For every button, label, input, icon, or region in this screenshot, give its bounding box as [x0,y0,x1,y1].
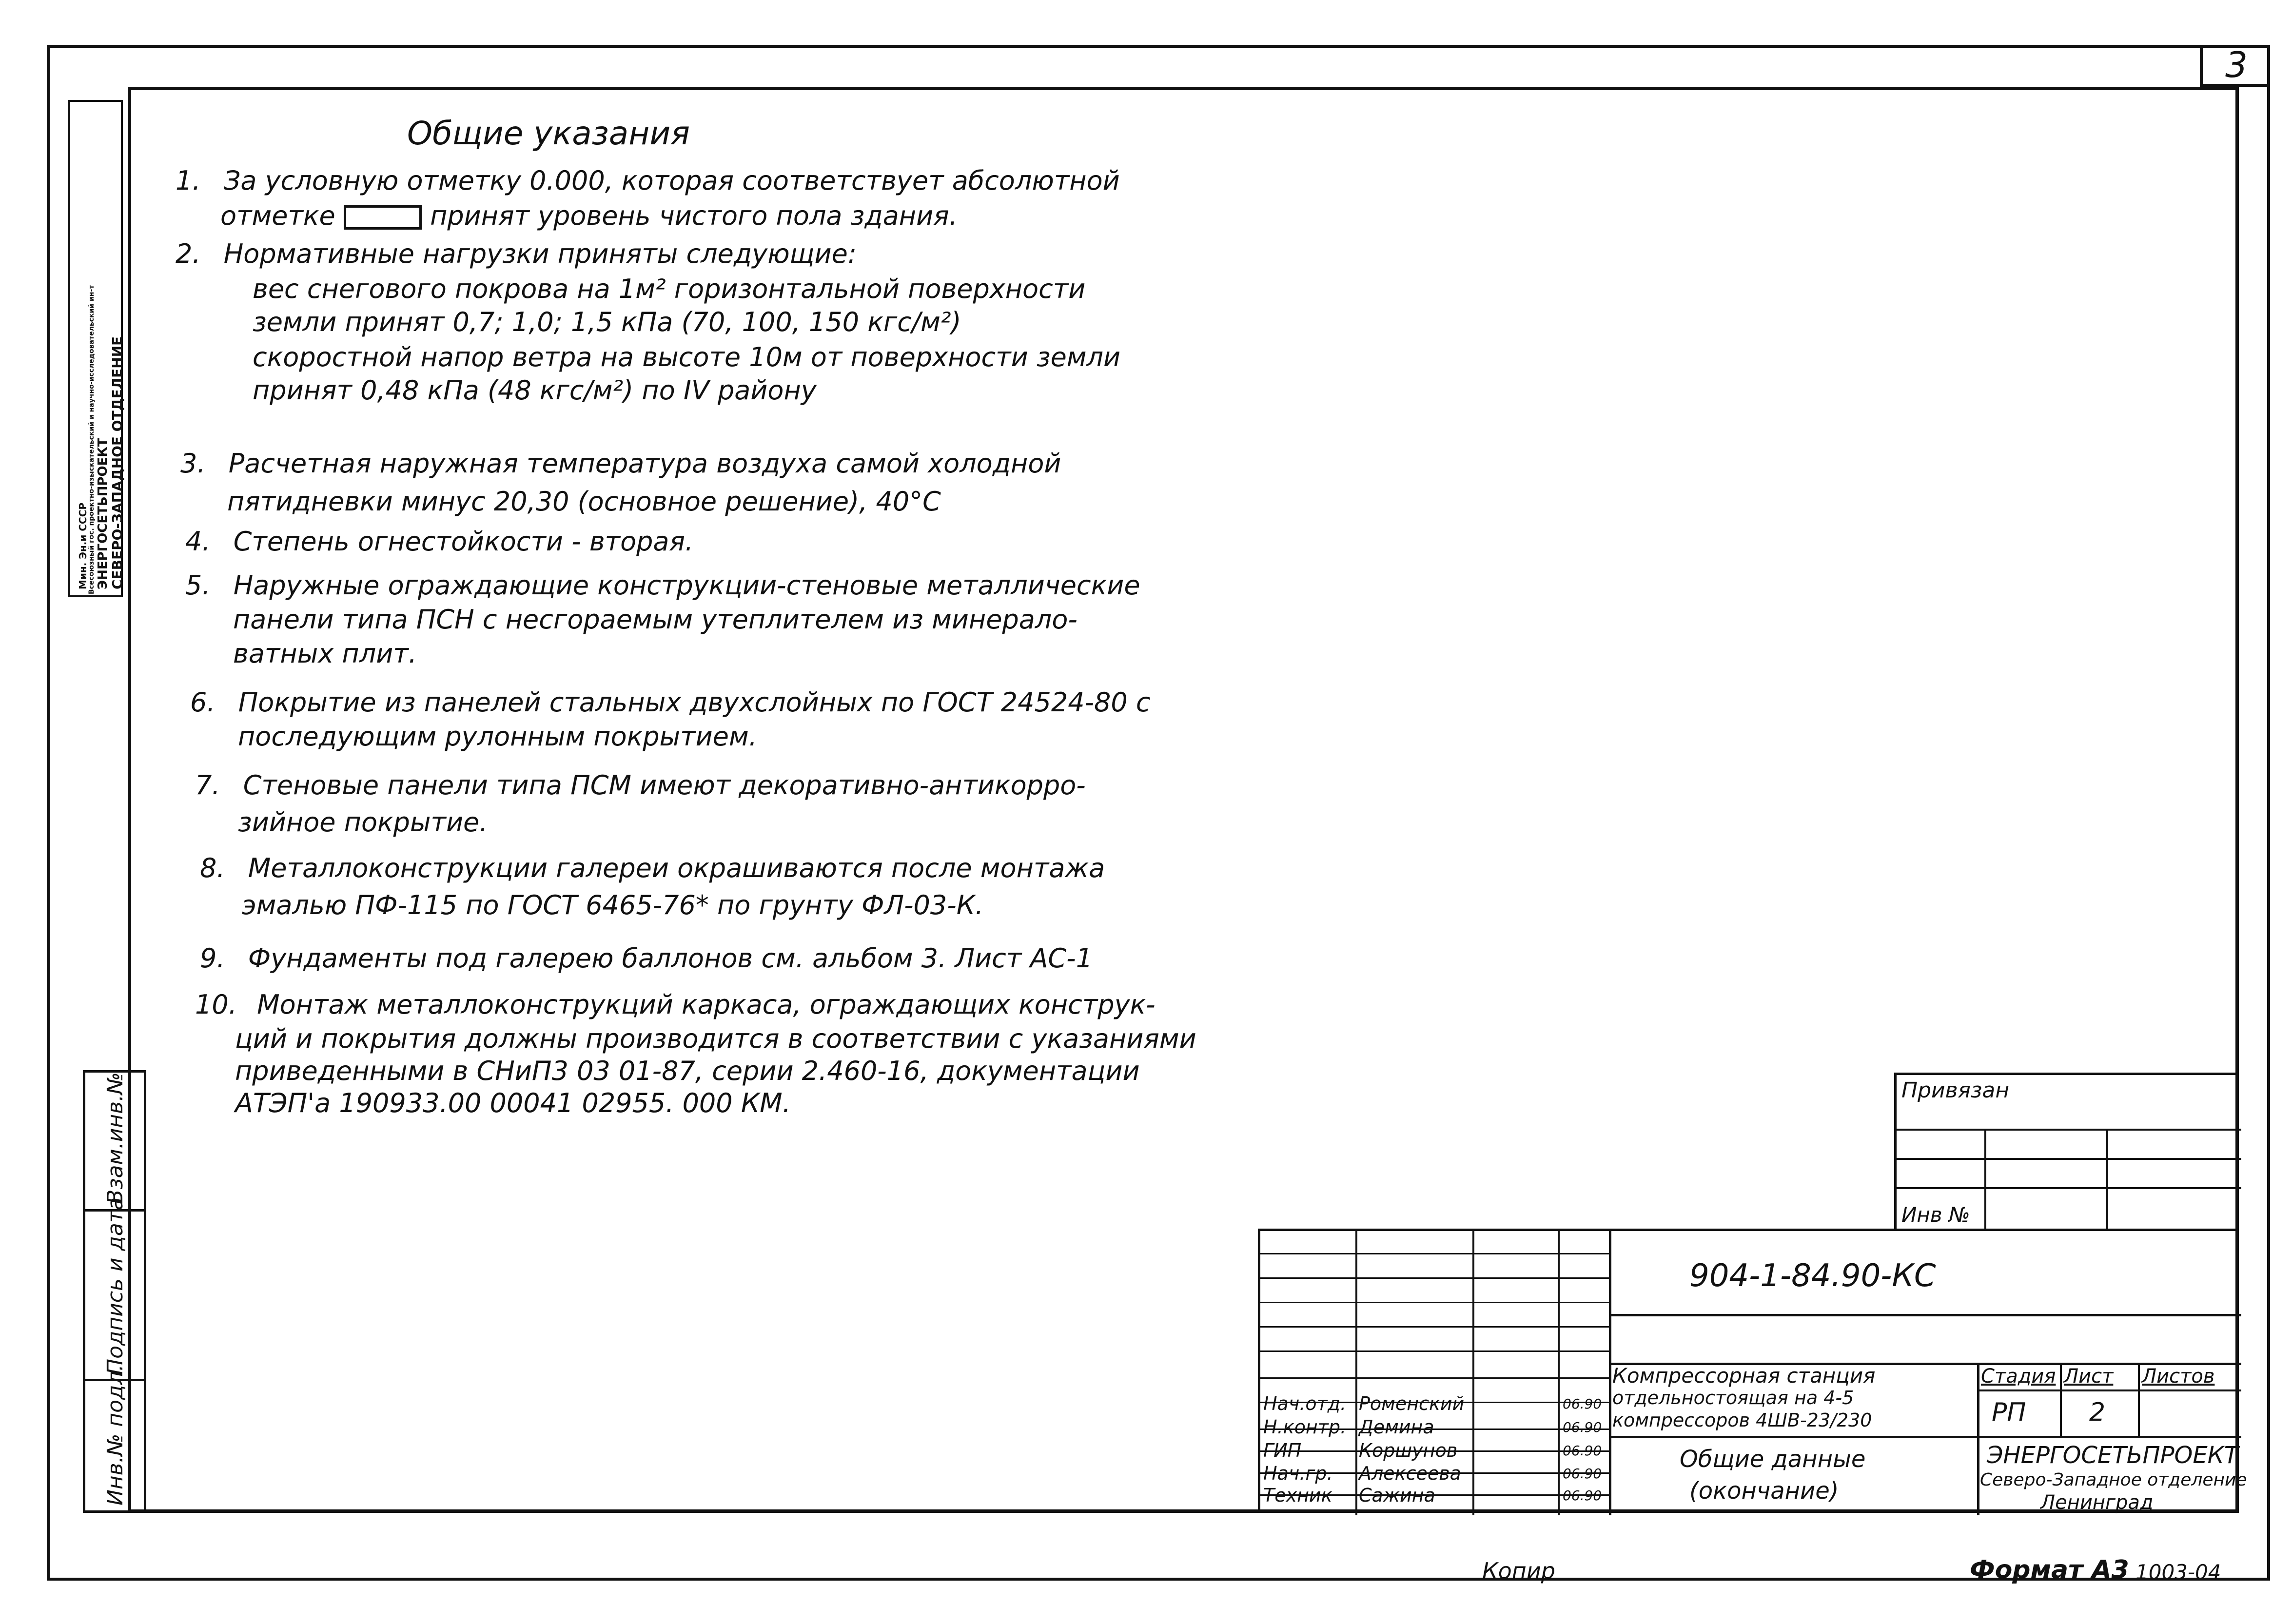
note-line: Стеновые панели типа ПСМ имеют декоративно-антикорро- [243,770,1086,801]
note-number: 5. [185,570,211,601]
organization-stamp [68,100,123,597]
note-line: принят уровень чистого пола здания. [430,200,958,231]
note-line: За условную отметку 0.000, которая соответствует абсолютной [223,165,1120,196]
staff-role: Н.контр. [1263,1416,1347,1438]
staff-date: 06.90 [1563,1466,1602,1482]
sheet-number: 3 [2200,45,2270,87]
note-item-8 [200,852,1105,884]
note-line: панели типа ПСН с несгораемым утеплителем из минерало- [233,604,1077,635]
note-number: 1. [176,165,201,196]
note-line: вес снегового покрова на 1м² горизонтальной поверхности [253,274,1086,304]
stamp-line-northwest: СЕВЕРО-ЗАПАДНОЕ ОТДЕЛЕНИЕ [109,336,125,589]
elevation-box [344,205,422,230]
note-item-10 [195,989,1156,1021]
note-item-9 [200,942,1093,975]
object-line: Компрессорная станция [1612,1364,1876,1388]
note-item-2 [176,238,857,270]
sheet-value: 2 [2089,1398,2106,1427]
note-item-5 [185,569,1140,602]
side-cell-vzam [85,1073,144,1212]
note-item-4 [185,526,693,558]
note-number: 9. [200,943,225,974]
staff-role: Нач.отд. [1263,1393,1347,1414]
staff-date: 06.90 [1563,1487,1602,1504]
note-line: приведенными в СНиП3 03 01-87, серии 2.460-16, документации [235,1056,1140,1086]
note-number: 8. [200,853,225,883]
binding-table [1894,1073,2239,1229]
object-line: компрессоров 4ШВ-23/230 [1612,1409,1872,1431]
format-label: Формат А3 [1970,1555,2129,1585]
note-number: 6. [190,687,215,718]
note-line: отметке [220,200,335,231]
note-number: 3. [180,448,206,479]
org-name: ЭНЕРГОСЕТЬПРОЕКТ [1987,1442,2239,1469]
document-code: 904-1-84.90-КС [1689,1258,1936,1294]
note-number: 2. [176,238,201,269]
sheet-label: Лист [2064,1365,2114,1388]
staff-name: Демина [1359,1416,1434,1438]
note-line: зийное покрытие. [238,807,488,838]
note-line: скоростной напор ветра на высоте 10м от поверхности земли [253,342,1121,372]
side-approval-table [83,1070,146,1513]
stage-label: Стадия [1981,1365,2056,1388]
stamp-line-institute: Всесоюзный гос. проектно-изыскательский и научно-исследовательский ин-т [88,285,96,594]
staff-role: Нач.гр. [1263,1463,1333,1484]
object-line: отдельностоящая на 4-5 [1612,1387,1854,1409]
note-item-6 [190,686,1151,719]
org-city: Ленинград [2040,1491,2154,1514]
staff-date: 06.90 [1563,1443,1602,1459]
side-label-vzam: Взам.инв.№ [103,1072,128,1204]
note-line: Монтаж металлоконструкций каркаса, ограждающих конструк- [257,989,1156,1020]
note-line: Расчетная наружная температура воздуха самой холодной [228,448,1061,479]
notes-title: Общие указания [407,115,690,152]
side-label-inv-podl: Инв.№ подл. [103,1364,128,1506]
note-line: принят 0,48 кПа (48 кгс/м²) по IV району [253,375,817,406]
staff-name: Роменский [1359,1393,1465,1414]
note-line: Степень огнестойкости - вторая. [233,526,694,557]
note-line: земли принят 0,7; 1,0; 1,5 кПа (70, 100, 150 кгс/м²) [253,307,961,337]
org-branch: Северо-Западное отделение [1980,1470,2247,1490]
stamp-line-energoset: ЭНЕРГОСЕТЬПРОЕКТ [96,438,110,589]
note-line: Нормативные нагрузки приняты следующие: [223,238,857,269]
inventory-label: Инв № [1901,1203,1970,1227]
note-line: Фундаменты под галерею баллонов см. альбом 3. Лист АС-1 [248,943,1093,974]
staff-date: 06.90 [1563,1419,1602,1435]
note-number: 7. [195,770,220,801]
side-label-podpis: Подпись и дата [103,1197,128,1375]
note-line: Наружные ограждающие конструкции-стеновые металлические [233,570,1140,601]
stamp-line-ministry: Мин. Эн.и СССР [77,502,89,589]
sheets-label: Листов [2142,1365,2215,1388]
note-line: Металлоконструкции галереи окрашиваются после монтажа [248,853,1105,883]
note-item-1 [176,165,1120,197]
side-cell-inv-podl [85,1364,144,1510]
side-cell-podpis [85,1197,144,1381]
note-item-1-line-2 [220,200,958,232]
note-item-7 [195,769,1086,802]
copied-label: Копир [1482,1558,1555,1584]
stage-value: РП [1992,1398,2026,1427]
title-block [1258,1229,2247,1514]
note-number: 10. [195,989,237,1020]
sheet-title-line: (окончание) [1689,1477,1839,1505]
note-line: пятидневки минус 20,30 (основное решение), 40°С [227,486,941,517]
binding-label: Привязан [1901,1078,2010,1103]
note-line: эмалью ПФ-115 по ГОСТ 6465-76* по грунту ФЛ-03-К. [242,890,984,920]
note-number: 4. [185,526,211,557]
document-register-code: 1003-04 [2135,1560,2221,1584]
staff-name: Сажина [1359,1485,1435,1506]
note-item-3 [180,448,1061,480]
sheet-title-line: Общие данные [1680,1446,1866,1473]
staff-name: Коршунов [1359,1440,1458,1461]
staff-date: 06.90 [1563,1396,1602,1412]
note-line: ций и покрытия должны производится в соответствии с указаниями [235,1023,1196,1054]
note-line: АТЭП'а 190933.00 00041 02955. 000 КМ. [235,1088,791,1118]
staff-role: Техник [1263,1485,1332,1506]
staff-name: Алексеева [1359,1463,1461,1484]
note-line: Покрытие из панелей стальных двухслойных по ГОСТ 24524-80 с [238,687,1151,718]
staff-role: ГИП [1263,1440,1302,1461]
note-line: последующим рулонным покрытием. [238,721,757,752]
note-line: ватных плит. [233,638,417,669]
